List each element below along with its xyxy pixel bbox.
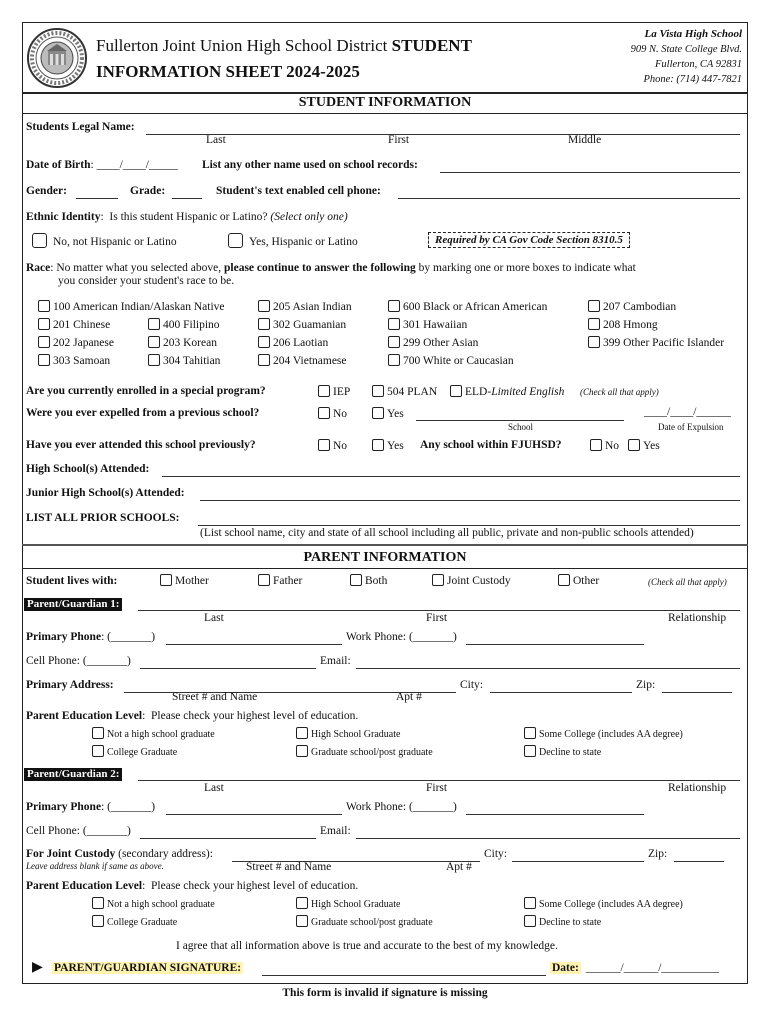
g1-work-phone-row: Work Phone: (_______) — [346, 631, 457, 643]
signature-date-field[interactable]: ______/______/__________ — [586, 962, 719, 974]
yes-hispanic-checkbox[interactable] — [228, 233, 243, 248]
g2-zip-label: Zip: — [648, 848, 668, 860]
guardian2-tag: Parent/Guardian 2: — [24, 768, 122, 781]
g2-relationship-caption: Relationship — [668, 782, 727, 794]
fjuhsd-yes-option[interactable]: Yes — [628, 439, 660, 452]
expelled-no-option[interactable]: No — [318, 407, 347, 420]
race-col4-item[interactable]: 301 Hawaiian — [388, 318, 467, 331]
g1-first-caption: First — [426, 612, 448, 624]
g2-city-label: City: — [484, 848, 508, 860]
g2-primary-phone-field[interactable] — [166, 814, 342, 815]
invalid-note: This form is invalid if signature is missing — [282, 987, 488, 999]
district-seal-icon — [26, 27, 88, 89]
other-name-field[interactable] — [440, 172, 740, 173]
race-col4-item[interactable]: 299 Other Asian — [388, 336, 478, 349]
g1-edu-row: Parent Education Level: Please check your highest level of education. — [26, 710, 359, 722]
g1-work-phone-field[interactable] — [466, 644, 644, 645]
g2-zip-field[interactable] — [674, 861, 724, 862]
race-col4-item[interactable]: 600 Black or African American — [388, 300, 547, 313]
g1-street-caption: Street # and Name — [172, 691, 258, 703]
signature-label: PARENT/GUARDIAN SIGNATURE: — [54, 962, 242, 974]
yes-hispanic-option[interactable]: Yes, Hispanic or Latino — [228, 233, 358, 248]
first-caption: First — [388, 134, 410, 146]
g1-zip-field[interactable] — [662, 692, 732, 693]
race-col1-item[interactable]: 303 Samoan — [38, 354, 110, 367]
joint-custody-row: For Joint Custody (secondary address): — [26, 848, 213, 860]
g2-edu-option[interactable]: Decline to state — [524, 915, 601, 928]
race-col2-item[interactable]: 304 Tahitian — [148, 354, 220, 367]
g2-edu-option[interactable]: College Graduate — [92, 915, 177, 928]
g1-cell-field[interactable] — [140, 668, 316, 669]
attended-label: Have you ever attended this school previously? — [26, 439, 256, 451]
divider — [22, 113, 748, 114]
race-col2-item[interactable]: 400 Filipino — [148, 318, 220, 331]
race-col5-item[interactable]: 207 Cambodian — [588, 300, 676, 313]
g2-primary-phone-row: Primary Phone: (_______) — [26, 801, 156, 813]
g1-edu-option[interactable]: Graduate school/post graduate — [296, 745, 433, 758]
g1-edu-option[interactable]: College Graduate — [92, 745, 177, 758]
dob-field[interactable]: ____/____/_____ — [96, 159, 178, 171]
parent-section-title: PARENT INFORMATION — [303, 550, 467, 565]
required-note: Required by CA Gov Code Section 8310.5 — [428, 232, 630, 248]
race-col3-item[interactable]: 205 Asian Indian — [258, 300, 352, 313]
not-hispanic-option[interactable]: No, not Hispanic or Latino — [32, 233, 177, 248]
g1-email-label: Email: — [320, 655, 351, 667]
student-section-title: STUDENT INFORMATION — [298, 95, 472, 110]
joint-custody-note: Leave address blank if same as above. — [26, 861, 164, 871]
lives-mother-option[interactable]: Mother — [160, 574, 209, 587]
g2-apt-caption: Apt # — [446, 861, 472, 873]
g2-cell-row: Cell Phone: (_______) — [26, 825, 131, 837]
not-hispanic-checkbox[interactable] — [32, 233, 47, 248]
school-name: La Vista High School — [644, 28, 742, 40]
title-prefix: Fullerton Joint Union High School District — [96, 36, 388, 55]
school-caption: School — [508, 422, 534, 432]
expelled-label: Were you ever expelled from a previous school? — [26, 407, 260, 419]
race-col5-item[interactable]: 399 Other Pacific Islander — [588, 336, 724, 349]
g2-city-field[interactable] — [512, 861, 644, 862]
school-phone: Phone: (714) 447-7821 — [643, 74, 742, 85]
guardian1-tag: Parent/Guardian 1: — [24, 598, 122, 611]
form-title-line2: INFORMATION SHEET 2024-2025 — [96, 62, 360, 81]
jh-attended-field[interactable] — [200, 500, 740, 501]
lives-joint-option[interactable]: Joint Custody — [432, 574, 511, 587]
race-col1-item[interactable]: 202 Japanese — [38, 336, 114, 349]
grade-label: Grade: — [130, 185, 166, 197]
iep-option[interactable]: IEP — [318, 385, 350, 398]
lives-other-option[interactable]: Other — [558, 574, 599, 587]
g1-edu-option[interactable]: Some College (includes AA degree) — [524, 727, 683, 740]
lives-father-option[interactable]: Father — [258, 574, 302, 587]
arrow-icon: ▶ — [32, 960, 43, 975]
signature-field[interactable] — [262, 975, 546, 976]
g1-city-field[interactable] — [490, 692, 632, 693]
hs-attended-field[interactable] — [162, 476, 740, 477]
g2-email-label: Email: — [320, 825, 351, 837]
race-instructions: Race: No matter what you selected above, please continue to answer the following by marking one or more boxes to indicate what — [26, 262, 636, 274]
lives-both-option[interactable]: Both — [350, 574, 387, 587]
eld-option[interactable]: ELD-Limited English — [450, 385, 564, 398]
g2-edu-option[interactable]: Not a high school graduate — [92, 897, 215, 910]
g2-work-phone-row: Work Phone: (_______) — [346, 801, 457, 813]
g2-edu-option[interactable]: Some College (includes AA degree) — [524, 897, 683, 910]
middle-caption: Middle — [568, 134, 602, 146]
guardian2-name-field[interactable] — [138, 780, 740, 781]
g1-edu-option[interactable]: Decline to state — [524, 745, 601, 758]
school-city: Fullerton, CA 92831 — [654, 59, 742, 70]
ethnic-row: Ethnic Identity: Is this student Hispanic or Latino? (Select only one) — [26, 211, 348, 223]
g1-zip-label: Zip: — [636, 679, 656, 691]
g1-primary-phone-row: Primary Phone: (_______) — [26, 631, 156, 643]
dob-row: Date of Birth: ____/____/_____ — [26, 159, 178, 171]
race-col2-item[interactable]: 203 Korean — [148, 336, 217, 349]
special-program-label: Are you currently enrolled in a special program? — [26, 385, 266, 397]
g1-primary-phone-field[interactable] — [166, 644, 342, 645]
fjuhsd-label: Any school within FJUHSD? — [420, 439, 562, 451]
gender-label: Gender: — [26, 185, 67, 197]
form-title-line1 — [96, 36, 472, 56]
grade-field[interactable] — [172, 198, 202, 199]
plan504-option[interactable]: 504 PLAN — [372, 385, 437, 398]
special-check-all: (Check all that apply) — [580, 387, 659, 397]
g2-edu-option[interactable]: Graduate school/post graduate — [296, 915, 433, 928]
last-caption: Last — [206, 134, 226, 146]
divider — [22, 568, 748, 569]
prior-schools-field[interactable] — [198, 525, 740, 526]
lives-with-label: Student lives with: — [26, 575, 118, 587]
g2-edu-row: Parent Education Level: Please check your highest level of education. — [26, 880, 359, 892]
g1-address-label: Primary Address: — [26, 679, 114, 691]
race-col3-item[interactable]: 302 Guamanian — [258, 318, 346, 331]
g2-first-caption: First — [426, 782, 448, 794]
g2-street-caption: Street # and Name — [246, 861, 332, 873]
race-col1-item[interactable]: 100 American Indian/Alaskan Native — [38, 300, 225, 313]
jh-attended-label: Junior High School(s) Attended: — [26, 487, 185, 499]
date-label: Date: — [552, 962, 579, 974]
prior-schools-note: (List school name, city and state of all school including all public, private and non-public schools attended) — [200, 527, 694, 539]
g2-work-phone-field[interactable] — [466, 814, 644, 815]
g1-relationship-caption: Relationship — [668, 612, 727, 624]
expelled-school-field[interactable] — [416, 420, 624, 421]
agree-text: I agree that all information above is true and accurate to the best of my knowledge. — [176, 940, 558, 952]
divider — [22, 92, 748, 94]
guardian1-name-field[interactable] — [138, 610, 740, 611]
g1-city-label: City: — [460, 679, 484, 691]
race-col5-item[interactable]: 208 Hmong — [588, 318, 658, 331]
g2-edu-option[interactable]: High School Graduate — [296, 897, 400, 910]
legal-name-label: Students Legal Name: — [26, 121, 135, 133]
divider — [22, 544, 748, 546]
other-name-label: List any other name used on school records: — [202, 159, 418, 171]
g1-email-field[interactable] — [356, 668, 740, 669]
student-cell-label: Student's text enabled cell phone: — [216, 185, 381, 197]
legal-name-field[interactable] — [146, 134, 740, 135]
race-col3-item[interactable]: 204 Vietnamese — [258, 354, 347, 367]
prior-schools-label: LIST ALL PRIOR SCHOOLS: — [26, 512, 180, 524]
student-cell-field[interactable] — [398, 198, 740, 199]
title-bold: STUDENT — [391, 36, 472, 55]
expulsion-date-caption: Date of Expulsion — [658, 422, 724, 432]
g2-email-field[interactable] — [356, 838, 740, 839]
g1-apt-caption: Apt # — [396, 691, 422, 703]
race-instructions-line2: you consider your student's race to be. — [58, 275, 235, 287]
g1-last-caption: Last — [204, 612, 224, 624]
g1-edu-option[interactable]: Not a high school graduate — [92, 727, 215, 740]
g1-cell-row: Cell Phone: (_______) — [26, 655, 131, 667]
hs-attended-label: High School(s) Attended: — [26, 463, 150, 475]
expelled-yes-option[interactable]: Yes — [372, 407, 404, 420]
g2-last-caption: Last — [204, 782, 224, 794]
expulsion-date-field[interactable]: ____/____/______ — [644, 406, 731, 418]
race-col4-item[interactable]: 700 White or Caucasian — [388, 354, 514, 367]
fjuhsd-no-option[interactable]: No — [590, 439, 619, 452]
race-col3-item[interactable]: 206 Laotian — [258, 336, 328, 349]
school-address: 909 N. State College Blvd. — [630, 44, 742, 55]
lives-check-all: (Check all that apply) — [648, 577, 727, 587]
gender-field[interactable] — [76, 198, 118, 199]
g1-edu-option[interactable]: High School Graduate — [296, 727, 400, 740]
g2-cell-field[interactable] — [140, 838, 316, 839]
race-col1-item[interactable]: 201 Chinese — [38, 318, 110, 331]
attended-yes-option[interactable]: Yes — [372, 439, 404, 452]
attended-no-option[interactable]: No — [318, 439, 347, 452]
